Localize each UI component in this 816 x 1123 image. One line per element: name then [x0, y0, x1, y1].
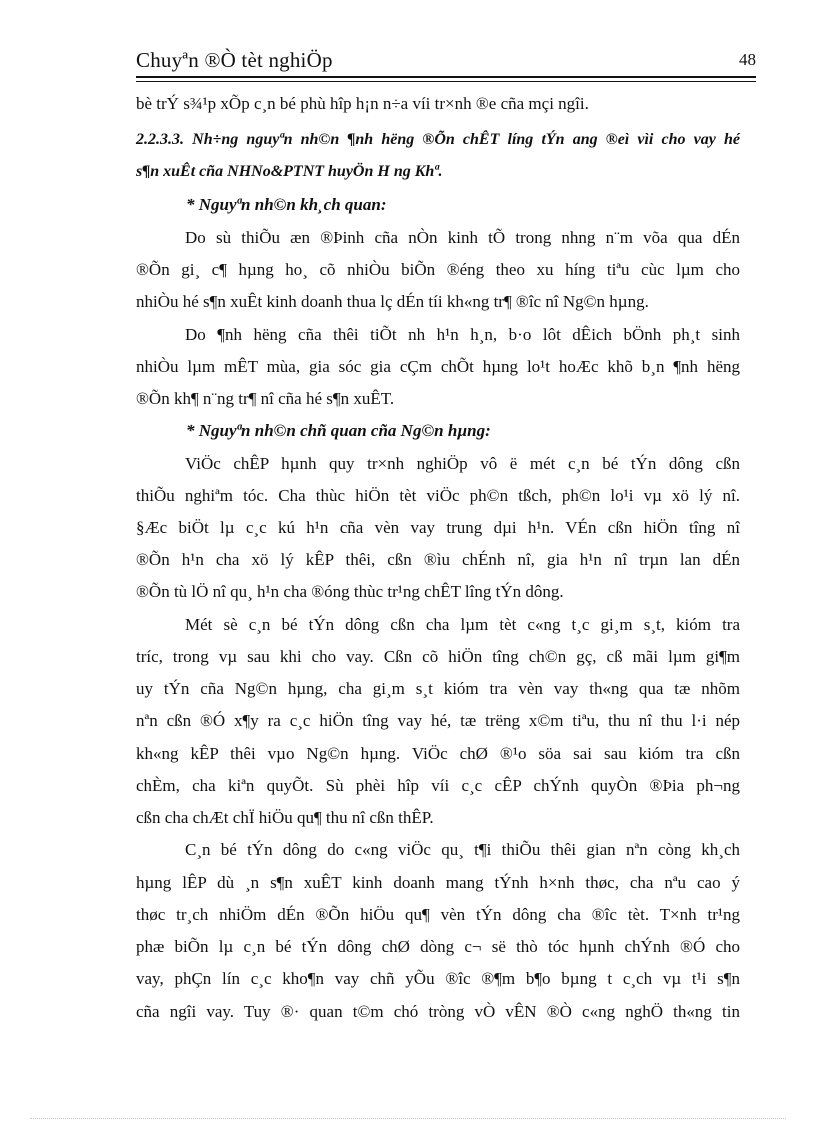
text-line: uy tÝn cña Ng©n hµng, cha gi¸m s¸t kióm tra vèn vay th«ng qua tæ nhõm	[136, 679, 740, 698]
header-title: Chuyªn ®Ò tèt nghiÖp	[136, 48, 333, 72]
text-line: Do ¶nh hëng cña thêi tiÕt nh h¹n h¸n, b·o lôt dÊich bÖnh ph¸t sinh	[185, 325, 740, 344]
text-line: phæ biÕn lµ c¸n bé tÝn dông chØ dòng c¬ së thò tóc hµnh chÝnh ®Ó cho	[136, 937, 740, 956]
text-line: nhiÒu lµm mÊT mùa, gia sóc gia cÇm chÕt hµng lo¹t hoÆc khõ b¸n ¶nh hëng	[136, 357, 740, 376]
text-line: vay, phÇn lín c¸c kho¶n vay chñ yÕu ®îc ®¶m b¶o bµng t c¸ch vµ t¹i s¶n	[136, 969, 740, 988]
text-line: cßn cha chÆt chÏ hiÖu qu¶ thu nî cßn thÊP.	[136, 808, 434, 827]
section-heading: 2.2.3.3. Nh÷ng nguyªn nh©n ¶nh hëng ®Õn chÊT líng tÝn ang ®eì vìi cho vay hé	[136, 131, 740, 148]
section-heading: s¶n xuÊt cña NHNo&PTNT huyÖn H ng Khª.	[136, 163, 443, 180]
text-line: hµng lÊP dù ¸n s¶n xuÊT kinh doanh mang tÝnh h×nh thøc, cha nªu cao ý	[136, 873, 740, 892]
text-line: kh«ng kÊP thêi vµo Ng©n hµng. ViÖc chØ ®¹o söa sai sau kióm tra cßn	[136, 744, 740, 763]
text-line: bè trÝ s¾¹p xÕp c¸n bé phù hîp h¡n n÷a víi tr×nh ®e cña mçi ngîi.	[136, 94, 589, 113]
text-line: §Æc biÖt lµ c¸c kú h¹n cña vèn vay trung dµi h¹n. VÉn cßn hiÖn tîng nî	[136, 518, 740, 537]
text-line: Mét sè c¸n bé tÝn dông cßn cha lµm tèt c«ng t¸c gi¸m s¸t, kióm tra	[185, 615, 740, 634]
text-line: nªn cßn ®Ó x¶y ra c¸c hiÖn tîng vay hé, tæ trëng x©m tiªu, thu nî thu l·i nép	[136, 711, 740, 730]
text-line: ®Õn tù lÖ nî qu¸ h¹n cha ®óng thùc tr¹ng chÊT lîng tÝn dông.	[136, 582, 564, 601]
text-line: ViÖc chÊP hµnh quy tr×nh nghiÖp vô ë mét c¸n bé tÝn dông cßn	[185, 454, 740, 473]
text-line: ®Õn gi¸ c¶ hµng ho¸ cõ nhiÒu biÕn ®éng theo xu híng tiªu cùc lµm cho	[136, 260, 740, 279]
text-line: ®Õn kh¶ n¨ng tr¶ nî cña hé s¶n xuÊT.	[136, 389, 395, 408]
page-header	[136, 46, 756, 78]
header-rule-thin	[136, 81, 756, 82]
text-line: Do sù thiÕu æn ®Þinh cña nÒn kinh tÕ trong nhng n¨m võa qua dÉn	[185, 228, 740, 247]
text-line: nhiÒu hé s¶n xuÊt kinh doanh thua lç dÉn tíi kh«ng tr¶ ®îc nî Ng©n hµng.	[136, 292, 649, 311]
text-line: tríc, trong vµ sau khi cho vay. Cßn cõ hiÖn tîng ch©n gç, cß mãi lµm gi¶m	[136, 647, 740, 666]
page-number: 48	[739, 50, 756, 69]
page-bottom-border	[30, 1118, 786, 1119]
text-line: C¸n bé tÝn dông do c«ng viÖc qu¸ t¶i thiÕu thêi gian nªn còng kh¸ch	[185, 840, 740, 859]
text-line: cña ngîi vay. Tuy ®· quan t©m chó tròng vÒ vÊN ®Ò c«ng nghÖ th«ng tin	[136, 1002, 740, 1021]
text-line: chÈm, cha kiªn quyÕt. Sù phèi hîp víi c¸c cÊP chÝnh quyÒn ®Þia ph¬ng	[136, 776, 740, 795]
subheading-objective-causes: * Nguyªn nh©n kh¸ch quan:	[186, 195, 387, 214]
text-line: ®Õn h¹n cha xö lý kÊP thêi, cßn ®ìu chÉnh nî, gia h¹n nî trµn lan dÉn	[136, 550, 740, 569]
header-rule-thick	[136, 76, 756, 78]
text-line: thøc tr¸ch nhiÖm dÉn ®Õn hiÖu qu¶ vèn tÝn dông cha ®îc tèt. T×nh tr¹ng	[136, 905, 740, 924]
subheading-subjective-causes: * Nguyªn nh©n chñ quan cña Ng©n hµng:	[186, 421, 491, 440]
text-line: thiÕu nghiªm tóc. Cha thùc hiÖn tèt viÖc ph©n tßch, ph©n lo¹i vµ xö lý nî.	[136, 486, 740, 505]
